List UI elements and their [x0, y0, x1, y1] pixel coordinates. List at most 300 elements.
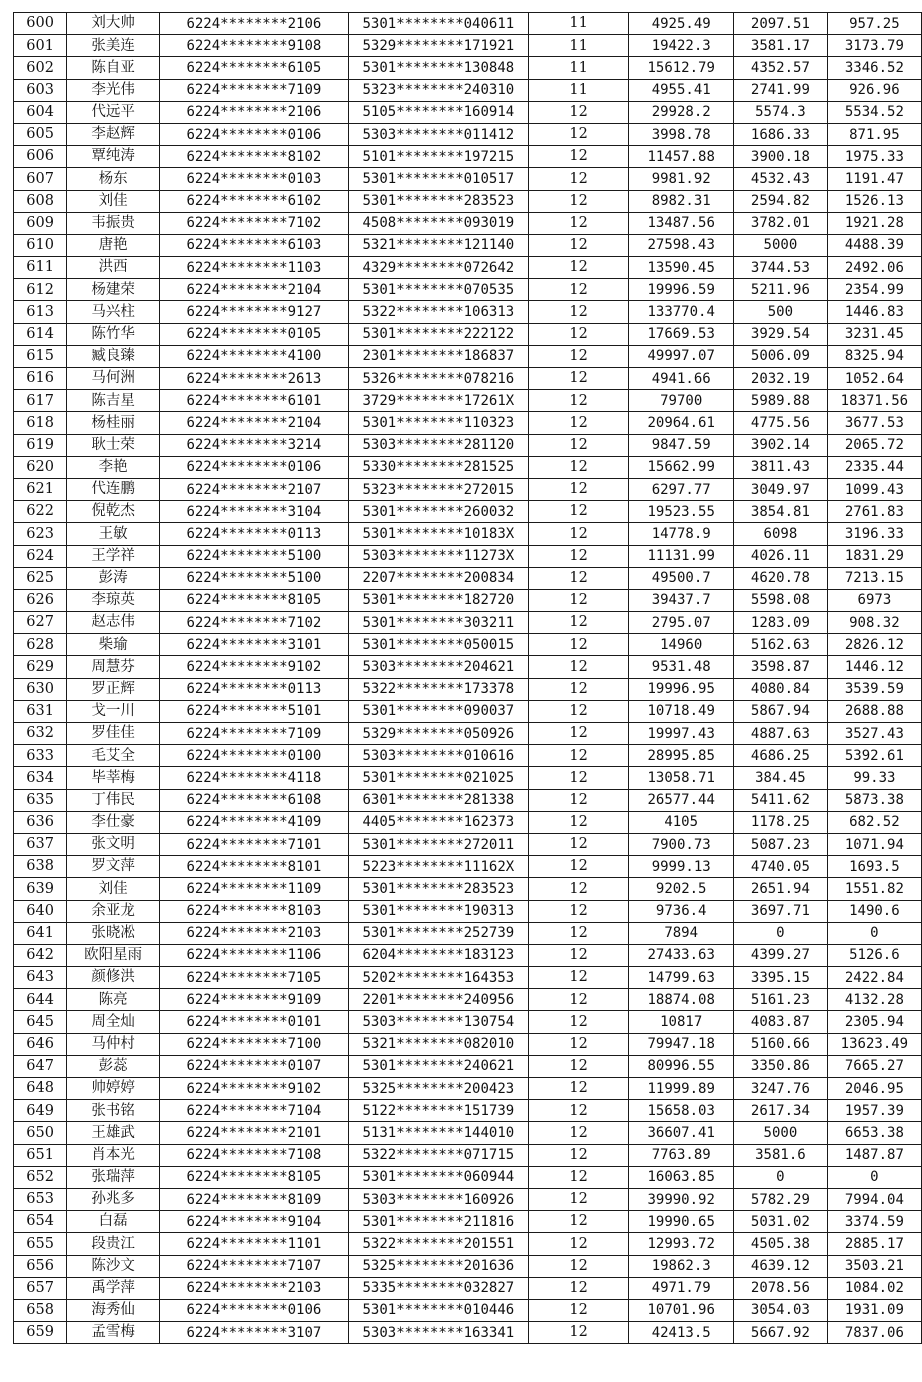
- data-table-container: [13, 12, 922, 1344]
- amount-third-cell: 3231.45: [827, 323, 921, 345]
- id-number-cell: 5223********11162X: [348, 856, 528, 878]
- person-name-cell: 张瑞萍: [67, 1166, 160, 1188]
- row-number-cell: 639: [14, 878, 67, 900]
- person-name-cell: 柴瑜: [67, 634, 160, 656]
- id-number-cell: 5329********171921: [348, 35, 528, 57]
- person-name-cell: 李琼英: [67, 589, 160, 611]
- amount-second-cell: 0: [734, 922, 828, 944]
- table-row: [14, 1078, 922, 1100]
- amount-second-cell: 4026.11: [734, 545, 828, 567]
- table-row: [14, 123, 922, 145]
- person-name-cell: 杨建荣: [67, 279, 160, 301]
- table-row: [14, 168, 922, 190]
- amount-total-cell: 26577.44: [629, 789, 734, 811]
- amount-total-cell: 13058.71: [629, 767, 734, 789]
- row-number-cell: 632: [14, 723, 67, 745]
- amount-total-cell: 17669.53: [629, 323, 734, 345]
- bank-card-number-cell: 6224********0113: [159, 678, 348, 700]
- bank-card-number-cell: 6224********2104: [159, 412, 348, 434]
- id-number-cell: 5301********090037: [348, 700, 528, 722]
- amount-second-cell: 4620.78: [734, 567, 828, 589]
- amount-second-cell: 500: [734, 301, 828, 323]
- months-cell: 12: [528, 589, 629, 611]
- row-number-cell: 618: [14, 412, 67, 434]
- person-name-cell: 代连鹏: [67, 478, 160, 500]
- months-cell: 12: [528, 567, 629, 589]
- amount-second-cell: 3697.71: [734, 900, 828, 922]
- amount-second-cell: 6098: [734, 523, 828, 545]
- row-number-cell: 657: [14, 1277, 67, 1299]
- amount-total-cell: 11131.99: [629, 545, 734, 567]
- id-number-cell: 5301********060944: [348, 1166, 528, 1188]
- row-number-cell: 633: [14, 745, 67, 767]
- row-number-cell: 647: [14, 1055, 67, 1077]
- months-cell: 12: [528, 146, 629, 168]
- amount-third-cell: 1084.02: [827, 1277, 921, 1299]
- row-number-cell: 601: [14, 35, 67, 57]
- amount-total-cell: 15612.79: [629, 57, 734, 79]
- amount-third-cell: 1693.5: [827, 856, 921, 878]
- row-number-cell: 645: [14, 1011, 67, 1033]
- amount-second-cell: 3581.17: [734, 35, 828, 57]
- amount-second-cell: 3350.86: [734, 1055, 828, 1077]
- amount-second-cell: 5782.29: [734, 1188, 828, 1210]
- row-number-cell: 603: [14, 79, 67, 101]
- table-row: [14, 1055, 922, 1077]
- table-row: [14, 678, 922, 700]
- months-cell: 12: [528, 1011, 629, 1033]
- bank-card-number-cell: 6224********0106: [159, 1299, 348, 1321]
- months-cell: 12: [528, 1211, 629, 1233]
- table-row: [14, 856, 922, 878]
- id-number-cell: 5301********130848: [348, 57, 528, 79]
- table-row: [14, 1322, 922, 1344]
- amount-total-cell: 9736.4: [629, 900, 734, 922]
- person-name-cell: 马兴柱: [67, 301, 160, 323]
- amount-total-cell: 9981.92: [629, 168, 734, 190]
- months-cell: 12: [528, 257, 629, 279]
- amount-second-cell: 384.45: [734, 767, 828, 789]
- table-row: [14, 656, 922, 678]
- amount-total-cell: 4971.79: [629, 1277, 734, 1299]
- amount-third-cell: 2492.06: [827, 257, 921, 279]
- months-cell: 12: [528, 1100, 629, 1122]
- row-number-cell: 634: [14, 767, 67, 789]
- amount-second-cell: 5867.94: [734, 700, 828, 722]
- bank-card-number-cell: 6224********6102: [159, 190, 348, 212]
- bank-card-number-cell: 6224********0113: [159, 523, 348, 545]
- id-number-cell: 5301********040611: [348, 13, 528, 35]
- id-number-cell: 5321********082010: [348, 1033, 528, 1055]
- table-row: [14, 234, 922, 256]
- amount-second-cell: 5161.23: [734, 989, 828, 1011]
- person-name-cell: 李艳: [67, 456, 160, 478]
- amount-second-cell: 1178.25: [734, 811, 828, 833]
- amount-total-cell: 19862.3: [629, 1255, 734, 1277]
- amount-third-cell: 3196.33: [827, 523, 921, 545]
- row-number-cell: 608: [14, 190, 67, 212]
- id-number-cell: 6204********183123: [348, 944, 528, 966]
- amount-third-cell: 4488.39: [827, 234, 921, 256]
- amount-total-cell: 16063.85: [629, 1166, 734, 1188]
- amount-total-cell: 15658.03: [629, 1100, 734, 1122]
- amount-second-cell: 2097.51: [734, 13, 828, 35]
- amount-second-cell: 2078.56: [734, 1277, 828, 1299]
- amount-second-cell: 3247.76: [734, 1078, 828, 1100]
- bank-card-number-cell: 6224********0105: [159, 323, 348, 345]
- id-number-cell: 5122********151739: [348, 1100, 528, 1122]
- months-cell: 12: [528, 368, 629, 390]
- amount-second-cell: 2617.34: [734, 1100, 828, 1122]
- amount-third-cell: 682.52: [827, 811, 921, 833]
- person-name-cell: 罗佳佳: [67, 723, 160, 745]
- person-name-cell: 王敏: [67, 523, 160, 545]
- table-row: [14, 723, 922, 745]
- bank-card-number-cell: 6224********1109: [159, 878, 348, 900]
- amount-third-cell: 1071.94: [827, 833, 921, 855]
- months-cell: 12: [528, 922, 629, 944]
- table-row: [14, 589, 922, 611]
- person-name-cell: 刘佳: [67, 878, 160, 900]
- months-cell: 12: [528, 856, 629, 878]
- months-cell: 12: [528, 967, 629, 989]
- amount-total-cell: 9999.13: [629, 856, 734, 878]
- bank-card-number-cell: 6224********9104: [159, 1211, 348, 1233]
- table-row: [14, 1277, 922, 1299]
- table-row: [14, 1166, 922, 1188]
- bank-card-number-cell: 6224********8101: [159, 856, 348, 878]
- amount-total-cell: 7763.89: [629, 1144, 734, 1166]
- amount-second-cell: 4532.43: [734, 168, 828, 190]
- months-cell: 12: [528, 301, 629, 323]
- bank-card-number-cell: 6224********8109: [159, 1188, 348, 1210]
- id-number-cell: 5105********160914: [348, 101, 528, 123]
- person-name-cell: 罗文萍: [67, 856, 160, 878]
- amount-total-cell: 14960: [629, 634, 734, 656]
- bank-card-number-cell: 6224********2107: [159, 478, 348, 500]
- table-row: [14, 1011, 922, 1033]
- months-cell: 12: [528, 456, 629, 478]
- person-name-cell: 孙兆多: [67, 1188, 160, 1210]
- amount-total-cell: 8982.31: [629, 190, 734, 212]
- bank-card-number-cell: 6224********4100: [159, 345, 348, 367]
- amount-third-cell: 3539.59: [827, 678, 921, 700]
- amount-third-cell: 5126.6: [827, 944, 921, 966]
- id-number-cell: 5335********032827: [348, 1277, 528, 1299]
- bank-card-number-cell: 6224********0107: [159, 1055, 348, 1077]
- amount-third-cell: 3173.79: [827, 35, 921, 57]
- row-number-cell: 654: [14, 1211, 67, 1233]
- amount-total-cell: 9847.59: [629, 434, 734, 456]
- row-number-cell: 619: [14, 434, 67, 456]
- bank-card-number-cell: 6224********9127: [159, 301, 348, 323]
- data-table: [13, 12, 922, 1344]
- person-name-cell: 李仕豪: [67, 811, 160, 833]
- bank-card-number-cell: 6224********7107: [159, 1255, 348, 1277]
- person-name-cell: 丁伟民: [67, 789, 160, 811]
- amount-total-cell: 10701.96: [629, 1299, 734, 1321]
- person-name-cell: 王学祥: [67, 545, 160, 567]
- months-cell: 12: [528, 1144, 629, 1166]
- table-row: [14, 190, 922, 212]
- amount-second-cell: 2651.94: [734, 878, 828, 900]
- table-row: [14, 989, 922, 1011]
- amount-third-cell: 3527.43: [827, 723, 921, 745]
- person-name-cell: 马何洲: [67, 368, 160, 390]
- bank-card-number-cell: 6224********2103: [159, 922, 348, 944]
- row-number-cell: 650: [14, 1122, 67, 1144]
- person-name-cell: 段贵江: [67, 1233, 160, 1255]
- amount-third-cell: 7994.04: [827, 1188, 921, 1210]
- person-name-cell: 张美连: [67, 35, 160, 57]
- table-row: [14, 478, 922, 500]
- row-number-cell: 638: [14, 856, 67, 878]
- id-number-cell: 5325********201636: [348, 1255, 528, 1277]
- table-row: [14, 13, 922, 35]
- amount-third-cell: 2826.12: [827, 634, 921, 656]
- months-cell: 12: [528, 767, 629, 789]
- table-row: [14, 878, 922, 900]
- bank-card-number-cell: 6224********9102: [159, 1078, 348, 1100]
- months-cell: 12: [528, 190, 629, 212]
- amount-total-cell: 39437.7: [629, 589, 734, 611]
- table-row: [14, 1100, 922, 1122]
- table-row: [14, 767, 922, 789]
- amount-third-cell: 2335.44: [827, 456, 921, 478]
- person-name-cell: 刘大帅: [67, 13, 160, 35]
- bank-card-number-cell: 6224********5101: [159, 700, 348, 722]
- amount-total-cell: 36607.41: [629, 1122, 734, 1144]
- person-name-cell: 马仲村: [67, 1033, 160, 1055]
- table-row: [14, 501, 922, 523]
- row-number-cell: 620: [14, 456, 67, 478]
- row-number-cell: 614: [14, 323, 67, 345]
- amount-total-cell: 2795.07: [629, 612, 734, 634]
- row-number-cell: 656: [14, 1255, 67, 1277]
- months-cell: 12: [528, 478, 629, 500]
- person-name-cell: 罗正辉: [67, 678, 160, 700]
- row-number-cell: 635: [14, 789, 67, 811]
- amount-total-cell: 28995.85: [629, 745, 734, 767]
- amount-second-cell: 5598.08: [734, 589, 828, 611]
- bank-card-number-cell: 6224********7108: [159, 1144, 348, 1166]
- amount-second-cell: 3900.18: [734, 146, 828, 168]
- amount-third-cell: 1921.28: [827, 212, 921, 234]
- person-name-cell: 陈竹华: [67, 323, 160, 345]
- row-number-cell: 640: [14, 900, 67, 922]
- person-name-cell: 白磊: [67, 1211, 160, 1233]
- amount-total-cell: 7900.73: [629, 833, 734, 855]
- bank-card-number-cell: 6224********8105: [159, 1166, 348, 1188]
- amount-third-cell: 1975.33: [827, 146, 921, 168]
- row-number-cell: 605: [14, 123, 67, 145]
- amount-third-cell: 0: [827, 922, 921, 944]
- amount-second-cell: 4352.57: [734, 57, 828, 79]
- amount-third-cell: 0: [827, 1166, 921, 1188]
- amount-second-cell: 5160.66: [734, 1033, 828, 1055]
- table-row: [14, 345, 922, 367]
- amount-second-cell: 3782.01: [734, 212, 828, 234]
- months-cell: 12: [528, 434, 629, 456]
- person-name-cell: 耿士荣: [67, 434, 160, 456]
- id-number-cell: 5322********201551: [348, 1233, 528, 1255]
- person-name-cell: 周慧芬: [67, 656, 160, 678]
- months-cell: 12: [528, 811, 629, 833]
- amount-third-cell: 5534.52: [827, 101, 921, 123]
- person-name-cell: 张书铭: [67, 1100, 160, 1122]
- person-name-cell: 彭蕊: [67, 1055, 160, 1077]
- row-number-cell: 607: [14, 168, 67, 190]
- person-name-cell: 张晓凇: [67, 922, 160, 944]
- amount-third-cell: 6973: [827, 589, 921, 611]
- bank-card-number-cell: 6224********9109: [159, 989, 348, 1011]
- amount-second-cell: 4887.63: [734, 723, 828, 745]
- bank-card-number-cell: 6224********7104: [159, 1100, 348, 1122]
- amount-third-cell: 908.32: [827, 612, 921, 634]
- months-cell: 12: [528, 523, 629, 545]
- person-name-cell: 帅婷婷: [67, 1078, 160, 1100]
- amount-second-cell: 4639.12: [734, 1255, 828, 1277]
- amount-second-cell: 4740.05: [734, 856, 828, 878]
- bank-card-number-cell: 6224********6108: [159, 789, 348, 811]
- amount-second-cell: 5006.09: [734, 345, 828, 367]
- row-number-cell: 636: [14, 811, 67, 833]
- id-number-cell: 3729********17261X: [348, 390, 528, 412]
- bank-card-number-cell: 6224********8105: [159, 589, 348, 611]
- months-cell: 12: [528, 212, 629, 234]
- amount-third-cell: 7837.06: [827, 1322, 921, 1344]
- row-number-cell: 600: [14, 13, 67, 35]
- table-row: [14, 567, 922, 589]
- months-cell: 12: [528, 723, 629, 745]
- id-number-cell: 5303********281120: [348, 434, 528, 456]
- months-cell: 12: [528, 545, 629, 567]
- id-number-cell: 5301********190313: [348, 900, 528, 922]
- row-number-cell: 625: [14, 567, 67, 589]
- person-name-cell: 孟雪梅: [67, 1322, 160, 1344]
- amount-second-cell: 3902.14: [734, 434, 828, 456]
- id-number-cell: 5301********050015: [348, 634, 528, 656]
- row-number-cell: 610: [14, 234, 67, 256]
- amount-second-cell: 1686.33: [734, 123, 828, 145]
- table-row: [14, 1299, 922, 1321]
- bank-card-number-cell: 6224********5100: [159, 567, 348, 589]
- amount-third-cell: 3346.52: [827, 57, 921, 79]
- months-cell: 12: [528, 1188, 629, 1210]
- months-cell: 12: [528, 612, 629, 634]
- row-number-cell: 653: [14, 1188, 67, 1210]
- id-number-cell: 5303********11273X: [348, 545, 528, 567]
- row-number-cell: 659: [14, 1322, 67, 1344]
- amount-second-cell: 3744.53: [734, 257, 828, 279]
- amount-total-cell: 7894: [629, 922, 734, 944]
- table-row: [14, 944, 922, 966]
- months-cell: 12: [528, 1166, 629, 1188]
- row-number-cell: 611: [14, 257, 67, 279]
- amount-total-cell: 4955.41: [629, 79, 734, 101]
- amount-third-cell: 7213.15: [827, 567, 921, 589]
- months-cell: 12: [528, 279, 629, 301]
- amount-second-cell: 5211.96: [734, 279, 828, 301]
- amount-second-cell: 5411.62: [734, 789, 828, 811]
- id-number-cell: 6301********281338: [348, 789, 528, 811]
- amount-second-cell: 4399.27: [734, 944, 828, 966]
- months-cell: 12: [528, 501, 629, 523]
- amount-second-cell: 5574.3: [734, 101, 828, 123]
- amount-total-cell: 19422.3: [629, 35, 734, 57]
- row-number-cell: 604: [14, 101, 67, 123]
- row-number-cell: 643: [14, 967, 67, 989]
- amount-second-cell: 5031.02: [734, 1211, 828, 1233]
- amount-second-cell: 3395.15: [734, 967, 828, 989]
- id-number-cell: 5301********252739: [348, 922, 528, 944]
- months-cell: 11: [528, 79, 629, 101]
- bank-card-number-cell: 6224********0101: [159, 1011, 348, 1033]
- bank-card-number-cell: 6224********0103: [159, 168, 348, 190]
- person-name-cell: 余亚龙: [67, 900, 160, 922]
- table-row: [14, 1255, 922, 1277]
- row-number-cell: 626: [14, 589, 67, 611]
- row-number-cell: 624: [14, 545, 67, 567]
- table-row: [14, 745, 922, 767]
- months-cell: 12: [528, 700, 629, 722]
- person-name-cell: 肖本光: [67, 1144, 160, 1166]
- bank-card-number-cell: 6224********5100: [159, 545, 348, 567]
- id-number-cell: 5329********050926: [348, 723, 528, 745]
- id-number-cell: 5322********106313: [348, 301, 528, 323]
- bank-card-number-cell: 6224********2106: [159, 101, 348, 123]
- person-name-cell: 唐艳: [67, 234, 160, 256]
- amount-total-cell: 27433.63: [629, 944, 734, 966]
- amount-second-cell: 5000: [734, 234, 828, 256]
- months-cell: 12: [528, 1277, 629, 1299]
- person-name-cell: 倪乾杰: [67, 501, 160, 523]
- row-number-cell: 646: [14, 1033, 67, 1055]
- id-number-cell: 5330********281525: [348, 456, 528, 478]
- bank-card-number-cell: 6224********3104: [159, 501, 348, 523]
- row-number-cell: 629: [14, 656, 67, 678]
- row-number-cell: 622: [14, 501, 67, 523]
- amount-total-cell: 3998.78: [629, 123, 734, 145]
- person-name-cell: 陈亮: [67, 989, 160, 1011]
- amount-second-cell: 3598.87: [734, 656, 828, 678]
- amount-second-cell: 2032.19: [734, 368, 828, 390]
- person-name-cell: 代远平: [67, 101, 160, 123]
- amount-third-cell: 99.33: [827, 767, 921, 789]
- amount-total-cell: 15662.99: [629, 456, 734, 478]
- amount-third-cell: 2688.88: [827, 700, 921, 722]
- row-number-cell: 623: [14, 523, 67, 545]
- id-number-cell: 5303********010616: [348, 745, 528, 767]
- table-row: [14, 700, 922, 722]
- row-number-cell: 612: [14, 279, 67, 301]
- row-number-cell: 628: [14, 634, 67, 656]
- id-number-cell: 5321********121140: [348, 234, 528, 256]
- table-row: [14, 922, 922, 944]
- table-row: [14, 1188, 922, 1210]
- amount-third-cell: 1446.83: [827, 301, 921, 323]
- table-row: [14, 634, 922, 656]
- table-row: [14, 279, 922, 301]
- months-cell: 11: [528, 35, 629, 57]
- table-row: [14, 212, 922, 234]
- amount-second-cell: 2741.99: [734, 79, 828, 101]
- person-name-cell: 周全灿: [67, 1011, 160, 1033]
- amount-third-cell: 2305.94: [827, 1011, 921, 1033]
- amount-third-cell: 1052.64: [827, 368, 921, 390]
- amount-third-cell: 6653.38: [827, 1122, 921, 1144]
- id-number-cell: 5301********010517: [348, 168, 528, 190]
